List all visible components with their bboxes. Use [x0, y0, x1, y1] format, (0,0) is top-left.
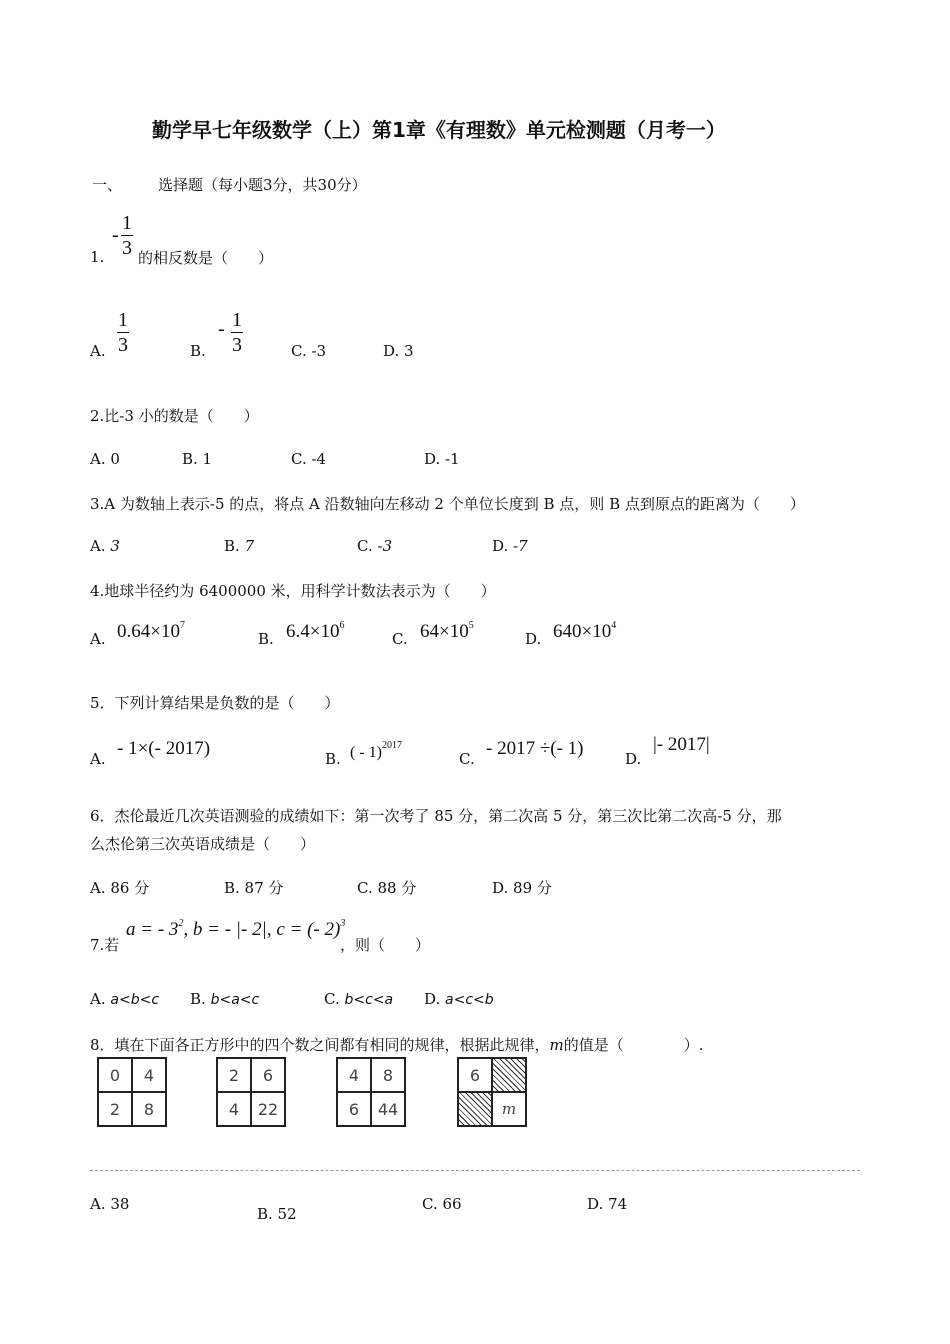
- q3-c-label: C.: [357, 537, 373, 555]
- q6-option-c: C. 88 分: [357, 879, 417, 897]
- q8-stem-text: 8．填在下面各正方形中的四个数之间都有相同的规律，根据此规律，: [90, 1036, 550, 1054]
- q4-option-b-label: B.: [258, 630, 274, 648]
- q7-option-b: [190, 990, 259, 1008]
- q4-d-base: 640×10: [553, 621, 612, 642]
- q4-a-base: 0.64×10: [117, 621, 180, 642]
- q7-b-label: B.: [190, 990, 206, 1008]
- q3-option-d: [492, 537, 528, 555]
- q4-c-base: 64×10: [420, 621, 469, 642]
- q1-number: 1.: [90, 248, 105, 266]
- q4-option-d-label: D.: [525, 630, 542, 648]
- q8-s2-cell: 2: [217, 1058, 251, 1092]
- q8-s3-cell: 44: [371, 1092, 405, 1126]
- q8-s1-cell: 0: [98, 1058, 132, 1092]
- q4-option-c-label: C.: [392, 630, 408, 648]
- q5-option-d-expr: |- 2017|: [653, 734, 710, 755]
- q7-c-label: C.: [324, 990, 340, 1008]
- q5-b-exp: 2017: [381, 740, 402, 751]
- q2-option-a: A. 0: [90, 450, 120, 468]
- q8-s4-hatched-cell: [458, 1092, 492, 1126]
- q6-stem-line2: 么杰伦第三次英语成绩是（ ）: [90, 835, 316, 853]
- q1-option-d: D. 3: [383, 342, 414, 360]
- q2-option-d: D. -1: [424, 450, 460, 468]
- q7-expr-a-exp: 2: [178, 918, 184, 929]
- q8-option-c: C. 66: [422, 1195, 462, 1213]
- q1-option-a: A.: [90, 342, 106, 360]
- q6-option-a: A. 86 分: [90, 879, 150, 897]
- q1-a-num: 1: [118, 309, 128, 331]
- q2-stem: 2.比-3 小的数是（ ）: [90, 407, 259, 425]
- q3-stem: 3.A 为数轴上表示-5 的点，将点 A 沿数轴向左移动 2 个单位长度到 B 点，则 B 点到原点的距离为（ ）: [90, 495, 805, 513]
- q7-expression: [126, 918, 345, 941]
- q7-expr-c-exp: 3: [340, 918, 346, 929]
- q5-option-d-label: D.: [625, 750, 642, 768]
- q3-b-label: B.: [224, 537, 240, 555]
- q1-option-c: C. -3: [291, 342, 327, 360]
- q7-a-value: a<b<c: [110, 992, 160, 1008]
- q8-s1-cell: 2: [98, 1092, 132, 1126]
- q8-variable-m: m: [549, 1036, 564, 1054]
- q3-d-label: D.: [492, 537, 509, 555]
- q7-a-label: A.: [90, 990, 106, 1008]
- q4-d-exp: 4: [611, 620, 617, 631]
- q8-square-1: [97, 1057, 167, 1127]
- q4-option-c-expr: [420, 620, 474, 643]
- q8-option-a: A. 38: [90, 1195, 130, 1213]
- q7-expr-a: a = - 3: [126, 919, 179, 940]
- q3-d-value: -7: [513, 537, 528, 555]
- q5-option-a-label: A.: [90, 750, 106, 768]
- q4-a-exp: 7: [179, 620, 185, 631]
- q7-prefix: 7.若: [90, 936, 120, 954]
- q8-square-4: [457, 1057, 527, 1127]
- q8-s4-cell-m: m: [492, 1092, 526, 1126]
- q1-a-den: 3: [118, 334, 128, 356]
- q8-stem: [90, 1034, 704, 1055]
- q8-s2-cell: 22: [251, 1092, 285, 1126]
- q4-option-a-expr: [117, 620, 185, 643]
- q1-b-num: 1: [232, 309, 242, 331]
- q6-stem-line1: 6．杰伦最近几次英语测验的成绩如下：第一次考了 85 分，第二次高 5 分，第三次比第二次高-5 分，那: [90, 807, 782, 825]
- q7-d-label: D.: [424, 990, 441, 1008]
- q3-a-value: 3: [110, 537, 120, 555]
- q3-option-b: [224, 537, 254, 555]
- q5-b-base: ( - 1): [350, 744, 382, 761]
- q1-option-b: B.: [190, 342, 206, 360]
- q2-option-c: C. -4: [291, 450, 327, 468]
- q1-b-den: 3: [232, 334, 242, 356]
- q4-b-base: 6.4×10: [286, 621, 340, 642]
- q7-option-d: [424, 990, 494, 1008]
- q5-option-b-label: B.: [325, 750, 341, 768]
- page-title: 勤学早七年级数学（上）第1章《有理数》单元检测题（月考一）: [152, 118, 726, 142]
- q6-option-b: B. 87 分: [224, 879, 284, 897]
- section-number: 一、: [92, 176, 123, 194]
- q1-frac-sign: -: [112, 224, 119, 246]
- q3-b-value: 7: [244, 537, 255, 555]
- q4-option-d-expr: [553, 620, 616, 643]
- q1-b-sign: -: [218, 318, 225, 340]
- q1-frac-numerator: 1: [122, 212, 132, 234]
- q8-s3-cell: 4: [337, 1058, 371, 1092]
- q7-d-value: a<c<b: [445, 992, 494, 1008]
- q8-s2-cell: 6: [251, 1058, 285, 1092]
- q3-option-a: [90, 537, 120, 555]
- q8-s1-cell: 4: [132, 1058, 166, 1092]
- q8-s1-cell: 8: [132, 1092, 166, 1126]
- q7-option-a: [90, 990, 159, 1008]
- q3-c-value: -3: [377, 537, 393, 555]
- q4-stem: 4.地球半径约为 6400000 米，用科学计数法表示为（ ）: [90, 582, 496, 600]
- q8-s4-cell: 6: [458, 1058, 492, 1092]
- q7-expr-bc: , b = - |- 2|, c = (- 2): [183, 919, 341, 940]
- q1-frac-denominator: 3: [122, 237, 132, 259]
- q7-option-c: [324, 990, 393, 1008]
- q4-b-exp: 6: [339, 620, 345, 631]
- q5-option-c-label: C.: [459, 750, 475, 768]
- q8-s3-cell: 6: [337, 1092, 371, 1126]
- q8-s4-hatched-cell: [492, 1058, 526, 1092]
- q8-square-3: [336, 1057, 406, 1127]
- section-heading: 选择题（每小题3分，共30分）: [158, 176, 367, 194]
- q4-option-b-expr: [286, 620, 344, 643]
- q1-option-b-fraction: [231, 310, 243, 355]
- divider-dashed: [90, 1170, 860, 1171]
- q8-square-2: [216, 1057, 286, 1127]
- q1-fraction: [121, 213, 133, 258]
- q5-option-b-expr: [350, 740, 402, 762]
- q8-option-d: D. 74: [587, 1195, 628, 1213]
- q5-option-c-expr: - 2017 ÷(- 1): [486, 738, 584, 759]
- q1-option-a-fraction: [117, 310, 129, 355]
- q7-c-value: b<c<a: [344, 992, 394, 1008]
- q5-option-a-expr: - 1×(- 2017): [117, 738, 211, 759]
- q8-s3-cell: 8: [371, 1058, 405, 1092]
- q7-suffix: ，则（ ）: [340, 936, 431, 954]
- q3-a-label: A.: [90, 537, 106, 555]
- q8-stem-text2: 的值是（ ）.: [563, 1036, 704, 1054]
- q8-option-b: B. 52: [257, 1205, 297, 1223]
- q1-stem: 的相反数是（ ）: [138, 249, 274, 267]
- q4-c-exp: 5: [468, 620, 474, 631]
- q7-b-value: b<a<c: [210, 992, 260, 1008]
- q2-option-b: B. 1: [182, 450, 213, 468]
- q6-option-d: D. 89 分: [492, 879, 552, 897]
- q4-option-a-label: A.: [90, 630, 106, 648]
- q3-option-c: [357, 537, 392, 555]
- q5-stem: 5．下列计算结果是负数的是（ ）: [90, 694, 340, 712]
- q8-s2-cell: 4: [217, 1092, 251, 1126]
